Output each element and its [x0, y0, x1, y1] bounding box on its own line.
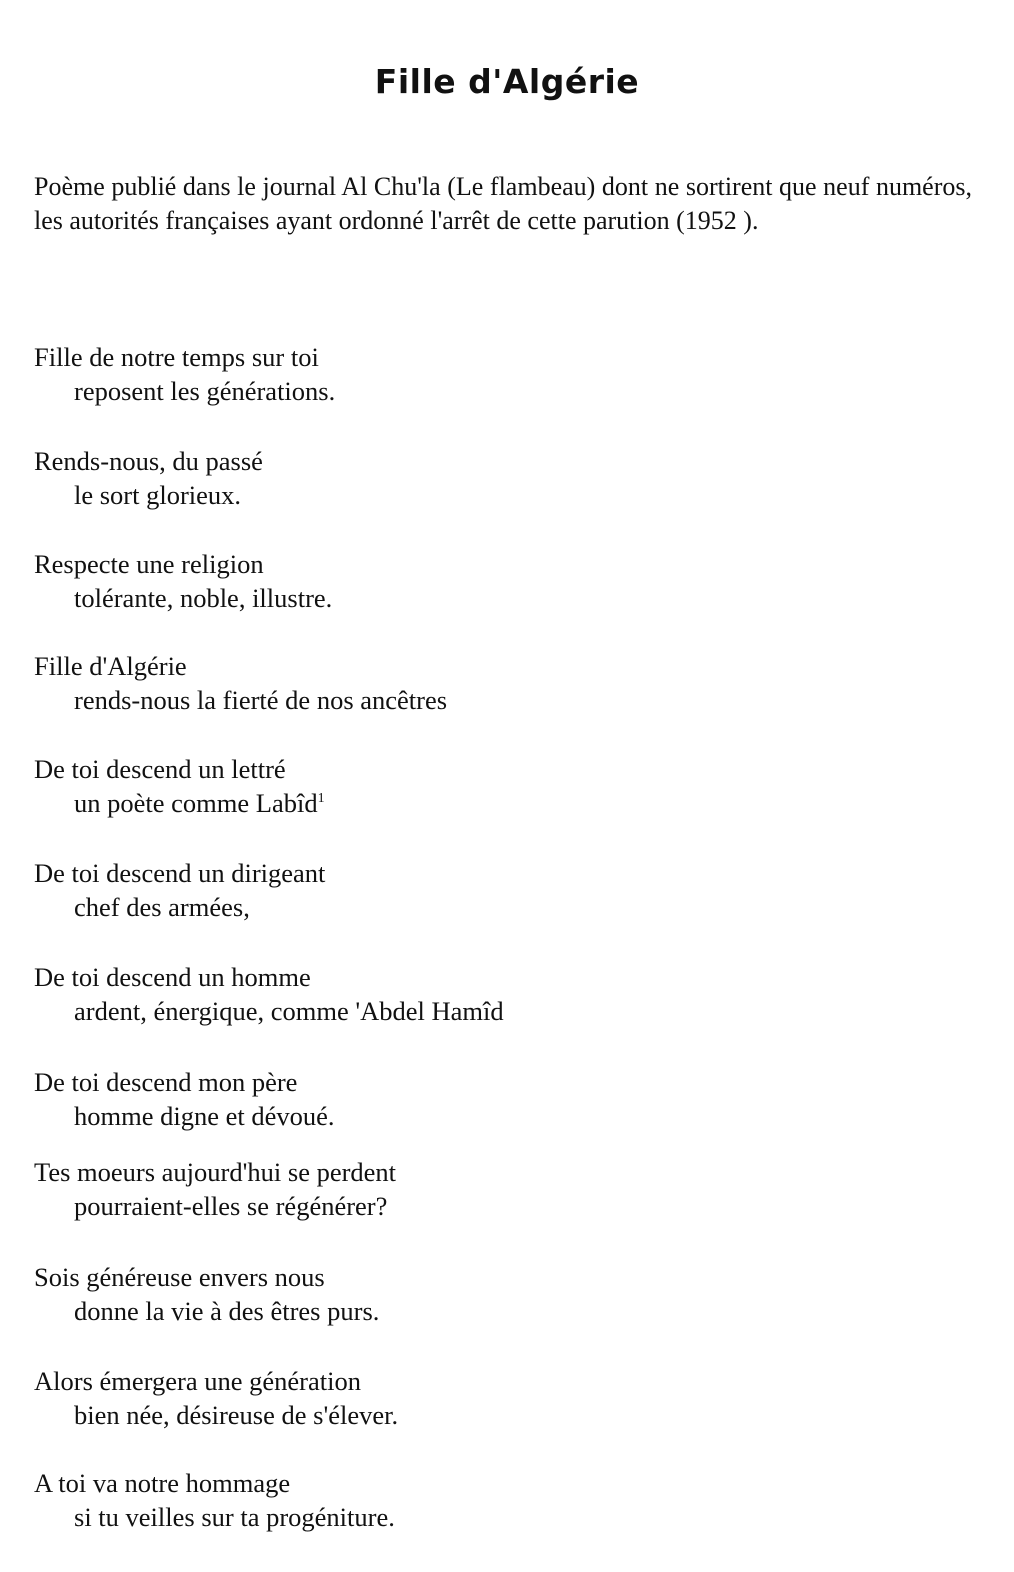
verse-line: De toi descend un lettré [34, 754, 286, 784]
verse-line-indented: rends-nous la fierté de nos ancêtres [74, 685, 448, 715]
verse-line-indented: tolérante, noble, illustre. [74, 583, 333, 613]
verse-line: De toi descend un homme [34, 962, 311, 992]
verse-line: A toi va notre hommage [34, 1468, 291, 1498]
verse-line: Fille d'Algérie [34, 651, 187, 681]
intro-paragraph: Poème publié dans le journal Al Chu'la (Le flambeau) dont ne sortirent que neuf numéros, les autorités françaises ayant ordonné l'arrêt de cette parution (1952 ). [34, 172, 972, 235]
stanza-1 [34, 340, 974, 408]
verse-line-indented: homme digne et dévoué. [74, 1101, 335, 1131]
stanza-11 [34, 1364, 974, 1432]
verse-line-indented: pourraient-elles se régénérer? [74, 1191, 388, 1221]
verse-line-indented: si tu veilles sur ta progéniture. [74, 1502, 395, 1532]
verse-line-indented: reposent les générations. [74, 376, 336, 406]
verse-line: Rends-nous, du passé [34, 446, 263, 476]
stanza-10 [34, 1260, 974, 1328]
verse-line: Sois généreuse envers nous [34, 1262, 325, 1292]
verse-line-indented: chef des armées, [74, 892, 250, 922]
verse-line-indented: ardent, énergique, comme 'Abdel Hamîd [74, 996, 504, 1026]
stanza-7 [34, 960, 974, 1028]
verse-line-indented: le sort glorieux. [74, 480, 242, 510]
stanza-5 [34, 752, 974, 820]
verse-line-indented: donne la vie à des êtres purs. [74, 1296, 380, 1326]
stanza-6 [34, 856, 974, 924]
verse-line: De toi descend un dirigeant [34, 858, 326, 888]
stanza-8 [34, 1065, 974, 1133]
footnote-marker: 1 [317, 791, 325, 807]
poem-title: Fille d'Algérie [374, 62, 640, 101]
stanza-2 [34, 444, 974, 512]
verse-line: Fille de notre temps sur toi [34, 342, 319, 372]
verse-text: un poète comme Labîd [74, 788, 318, 818]
verse-line: Respecte une religion [34, 549, 264, 579]
stanza-12 [34, 1466, 974, 1534]
verse-line: Tes moeurs aujourd'hui se perdent [34, 1157, 397, 1187]
verse-line-indented [34, 786, 974, 820]
stanza-4 [34, 649, 974, 717]
verse-line: De toi descend mon père [34, 1067, 298, 1097]
verse-line: Alors émergera une génération [34, 1366, 361, 1396]
stanza-9 [34, 1155, 974, 1223]
stanza-3 [34, 547, 974, 615]
verse-line-indented: bien née, désireuse de s'élever. [74, 1400, 399, 1430]
